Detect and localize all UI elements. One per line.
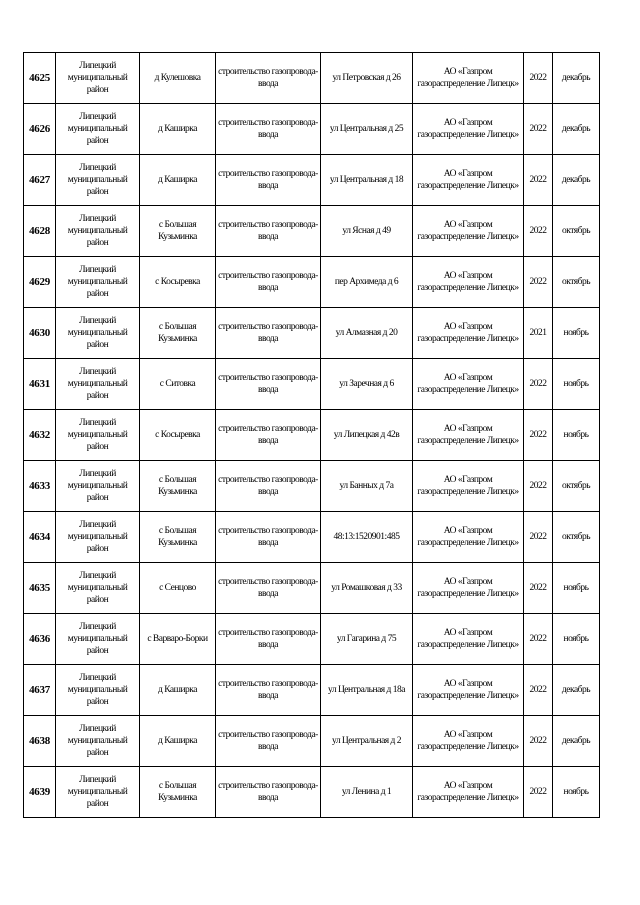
organization-cell: АО «Газпром газораспределение Липецк»: [413, 410, 524, 461]
table-row: [24, 53, 600, 104]
row-number: 4626: [24, 104, 56, 155]
district-cell: Липецкий муниципальный район: [56, 563, 140, 614]
table-row: [24, 206, 600, 257]
district-cell: Липецкий муниципальный район: [56, 512, 140, 563]
month-cell: декабрь: [553, 104, 600, 155]
organization-cell: АО «Газпром газораспределение Липецк»: [413, 104, 524, 155]
table-row: [24, 257, 600, 308]
district-cell: Липецкий муниципальный район: [56, 104, 140, 155]
work-type-cell: строительство газопровода-ввода: [216, 206, 321, 257]
district-cell: Липецкий муниципальный район: [56, 257, 140, 308]
month-cell: октябрь: [553, 206, 600, 257]
district-cell: Липецкий муниципальный район: [56, 614, 140, 665]
row-number: 4635: [24, 563, 56, 614]
table-row: [24, 308, 600, 359]
organization-cell: АО «Газпром газораспределение Липецк»: [413, 767, 524, 818]
work-type-cell: строительство газопровода-ввода: [216, 563, 321, 614]
address-cell: ул Центральная д 2: [321, 716, 413, 767]
work-type-cell: строительство газопровода-ввода: [216, 308, 321, 359]
month-cell: ноябрь: [553, 563, 600, 614]
address-cell: ул Банных д 7а: [321, 461, 413, 512]
organization-cell: АО «Газпром газораспределение Липецк»: [413, 665, 524, 716]
organization-cell: АО «Газпром газораспределение Липецк»: [413, 308, 524, 359]
gas-connection-registry-table: [23, 52, 600, 818]
locality-cell: с Большая Кузьминка: [140, 461, 216, 512]
table-row: [24, 461, 600, 512]
locality-cell: с Большая Кузьминка: [140, 512, 216, 563]
year-cell: 2022: [524, 206, 553, 257]
address-cell: ул Центральная д 18а: [321, 665, 413, 716]
table-row: [24, 104, 600, 155]
year-cell: 2022: [524, 461, 553, 512]
address-cell: ул Ромашковая д 33: [321, 563, 413, 614]
locality-cell: с Большая Кузьминка: [140, 308, 216, 359]
month-cell: октябрь: [553, 257, 600, 308]
work-type-cell: строительство газопровода-ввода: [216, 512, 321, 563]
organization-cell: АО «Газпром газораспределение Липецк»: [413, 53, 524, 104]
month-cell: декабрь: [553, 53, 600, 104]
row-number: 4625: [24, 53, 56, 104]
address-cell: ул Центральная д 18: [321, 155, 413, 206]
organization-cell: АО «Газпром газораспределение Липецк»: [413, 716, 524, 767]
year-cell: 2022: [524, 716, 553, 767]
district-cell: Липецкий муниципальный район: [56, 461, 140, 512]
month-cell: октябрь: [553, 512, 600, 563]
work-type-cell: строительство газопровода-ввода: [216, 410, 321, 461]
month-cell: октябрь: [553, 461, 600, 512]
locality-cell: с Варваро-Борки: [140, 614, 216, 665]
address-cell: ул Липецкая д 42в: [321, 410, 413, 461]
table-row: [24, 716, 600, 767]
row-number: 4633: [24, 461, 56, 512]
work-type-cell: строительство газопровода-ввода: [216, 155, 321, 206]
organization-cell: АО «Газпром газораспределение Липецк»: [413, 563, 524, 614]
address-cell: ул Центральная д 25: [321, 104, 413, 155]
row-number: 4629: [24, 257, 56, 308]
row-number: 4636: [24, 614, 56, 665]
year-cell: 2022: [524, 257, 553, 308]
work-type-cell: строительство газопровода-ввода: [216, 104, 321, 155]
year-cell: 2022: [524, 359, 553, 410]
year-cell: 2022: [524, 563, 553, 614]
work-type-cell: строительство газопровода-ввода: [216, 257, 321, 308]
organization-cell: АО «Газпром газораспределение Липецк»: [413, 206, 524, 257]
locality-cell: с Косыревка: [140, 410, 216, 461]
district-cell: Липецкий муниципальный район: [56, 206, 140, 257]
row-number: 4634: [24, 512, 56, 563]
row-number: 4639: [24, 767, 56, 818]
year-cell: 2022: [524, 104, 553, 155]
month-cell: декабрь: [553, 155, 600, 206]
year-cell: 2022: [524, 410, 553, 461]
district-cell: Липецкий муниципальный район: [56, 308, 140, 359]
address-cell: ул Алмазная д 20: [321, 308, 413, 359]
district-cell: Липецкий муниципальный район: [56, 53, 140, 104]
year-cell: 2022: [524, 155, 553, 206]
row-number: 4637: [24, 665, 56, 716]
table-row: [24, 665, 600, 716]
table-row: [24, 614, 600, 665]
table-body: [24, 53, 600, 818]
organization-cell: АО «Газпром газораспределение Липецк»: [413, 614, 524, 665]
district-cell: Липецкий муниципальный район: [56, 767, 140, 818]
work-type-cell: строительство газопровода-ввода: [216, 53, 321, 104]
district-cell: Липецкий муниципальный район: [56, 359, 140, 410]
work-type-cell: строительство газопровода-ввода: [216, 767, 321, 818]
work-type-cell: строительство газопровода-ввода: [216, 359, 321, 410]
district-cell: Липецкий муниципальный район: [56, 155, 140, 206]
month-cell: ноябрь: [553, 614, 600, 665]
table-row: [24, 155, 600, 206]
work-type-cell: строительство газопровода-ввода: [216, 716, 321, 767]
month-cell: ноябрь: [553, 308, 600, 359]
year-cell: 2021: [524, 308, 553, 359]
locality-cell: с Большая Кузьминка: [140, 767, 216, 818]
row-number: 4631: [24, 359, 56, 410]
work-type-cell: строительство газопровода-ввода: [216, 461, 321, 512]
row-number: 4632: [24, 410, 56, 461]
work-type-cell: строительство газопровода-ввода: [216, 665, 321, 716]
locality-cell: с Большая Кузьминка: [140, 206, 216, 257]
table-row: [24, 410, 600, 461]
address-cell: 48:13:1520901:485: [321, 512, 413, 563]
organization-cell: АО «Газпром газораспределение Липецк»: [413, 155, 524, 206]
month-cell: ноябрь: [553, 767, 600, 818]
district-cell: Липецкий муниципальный район: [56, 410, 140, 461]
organization-cell: АО «Газпром газораспределение Липецк»: [413, 461, 524, 512]
month-cell: ноябрь: [553, 410, 600, 461]
locality-cell: д Каширка: [140, 155, 216, 206]
locality-cell: д Каширка: [140, 716, 216, 767]
row-number: 4627: [24, 155, 56, 206]
address-cell: ул Заречная д 6: [321, 359, 413, 410]
organization-cell: АО «Газпром газораспределение Липецк»: [413, 359, 524, 410]
row-number: 4630: [24, 308, 56, 359]
address-cell: ул Петровская д 26: [321, 53, 413, 104]
table-row: [24, 512, 600, 563]
month-cell: декабрь: [553, 716, 600, 767]
locality-cell: с Сенцово: [140, 563, 216, 614]
locality-cell: д Кулешовка: [140, 53, 216, 104]
locality-cell: с Косыревка: [140, 257, 216, 308]
year-cell: 2022: [524, 53, 553, 104]
district-cell: Липецкий муниципальный район: [56, 665, 140, 716]
year-cell: 2022: [524, 767, 553, 818]
locality-cell: д Каширка: [140, 104, 216, 155]
year-cell: 2022: [524, 614, 553, 665]
address-cell: ул Гагарина д 75: [321, 614, 413, 665]
address-cell: ул Ленина д 1: [321, 767, 413, 818]
table-row: [24, 563, 600, 614]
organization-cell: АО «Газпром газораспределение Липецк»: [413, 257, 524, 308]
locality-cell: д Каширка: [140, 665, 216, 716]
row-number: 4638: [24, 716, 56, 767]
month-cell: ноябрь: [553, 359, 600, 410]
table-row: [24, 359, 600, 410]
table-row: [24, 767, 600, 818]
work-type-cell: строительство газопровода-ввода: [216, 614, 321, 665]
address-cell: ул Ясная д 49: [321, 206, 413, 257]
month-cell: декабрь: [553, 665, 600, 716]
district-cell: Липецкий муниципальный район: [56, 716, 140, 767]
year-cell: 2022: [524, 665, 553, 716]
year-cell: 2022: [524, 512, 553, 563]
address-cell: пер Архимеда д 6: [321, 257, 413, 308]
organization-cell: АО «Газпром газораспределение Липецк»: [413, 512, 524, 563]
row-number: 4628: [24, 206, 56, 257]
locality-cell: с Ситовка: [140, 359, 216, 410]
